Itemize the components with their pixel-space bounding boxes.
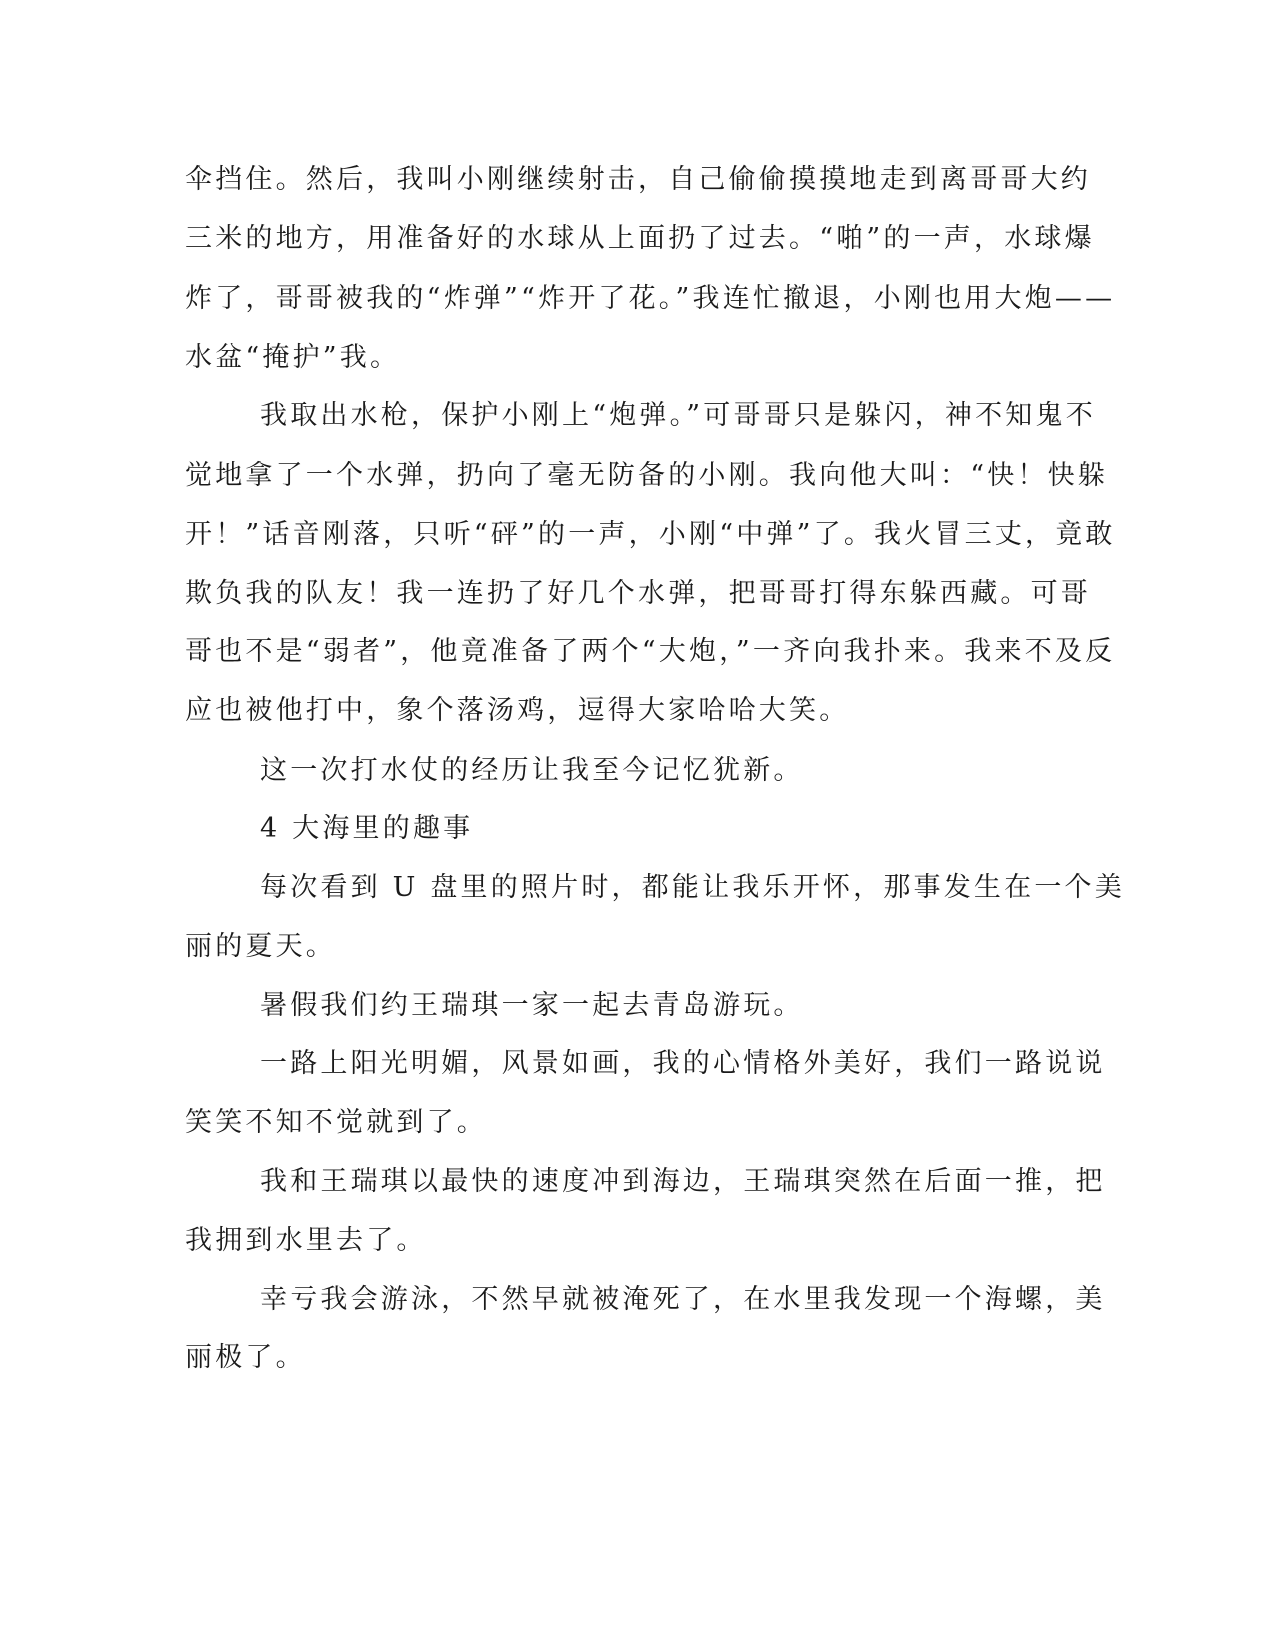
- paragraph-first-line: 我和王瑞琪以最快的速度冲到海边，王瑞琪突然在后面一推，把: [260, 1166, 1106, 1197]
- text-line: 欺负我的队友！我一连扔了好几个水弹，把哥哥打得东躲西藏。可哥: [185, 578, 1091, 609]
- text-line: 哥也不是“弱者”，他竟准备了两个“大炮，”一齐向我扑来。我来不及反: [185, 636, 1116, 667]
- text-line: 开！”话音刚落，只听“砰”的一声，小刚“中弹”了。我火冒三丈，竟敢: [185, 519, 1116, 550]
- text-line: 炸了，哥哥被我的“炸弹”“炸开了花。”我连忙撤退，小刚也用大炮——: [185, 283, 1116, 314]
- text-line: 觉地拿了一个水弹，扔向了毫无防备的小刚。我向他大叫：“快！快躲: [185, 460, 1109, 491]
- text-line: 水盆“掩护”我。: [185, 342, 401, 373]
- paragraph-first-line: 每次看到 U 盘里的照片时，都能让我乐开怀，那事发生在一个美: [260, 872, 1125, 903]
- text-line: 三米的地方，用准备好的水球从上面扔了过去。“啪”的一声，水球爆: [185, 223, 1095, 254]
- text-line: 伞挡住。然后，我叫小刚继续射击，自己偷偷摸摸地走到离哥哥大约: [185, 164, 1091, 195]
- text-line: 笑笑不知不觉就到了。: [185, 1107, 487, 1138]
- paragraph-first-line: 暑假我们约王瑞琪一家一起去青岛游玩。: [260, 990, 804, 1021]
- text-line: 丽极了。: [185, 1342, 306, 1373]
- text-line: 应也被他打中，象个落汤鸡，逗得大家哈哈大笑。: [185, 695, 850, 726]
- paragraph-first-line: 幸亏我会游泳，不然早就被淹死了，在水里我发现一个海螺，美: [260, 1284, 1106, 1315]
- text-line: 我拥到水里去了。: [185, 1225, 427, 1256]
- section-heading: 4 大海里的趣事: [260, 813, 474, 844]
- paragraph-first-line: 一路上阳光明媚，风景如画，我的心情格外美好，我们一路说说: [260, 1048, 1106, 1079]
- text-line: 丽的夏天。: [185, 931, 336, 962]
- paragraph-first-line: 我取出水枪，保护小刚上“炮弹。”可哥哥只是躲闪，神不知鬼不: [260, 400, 1096, 431]
- paragraph-first-line: 这一次打水仗的经历让我至今记忆犹新。: [260, 755, 804, 786]
